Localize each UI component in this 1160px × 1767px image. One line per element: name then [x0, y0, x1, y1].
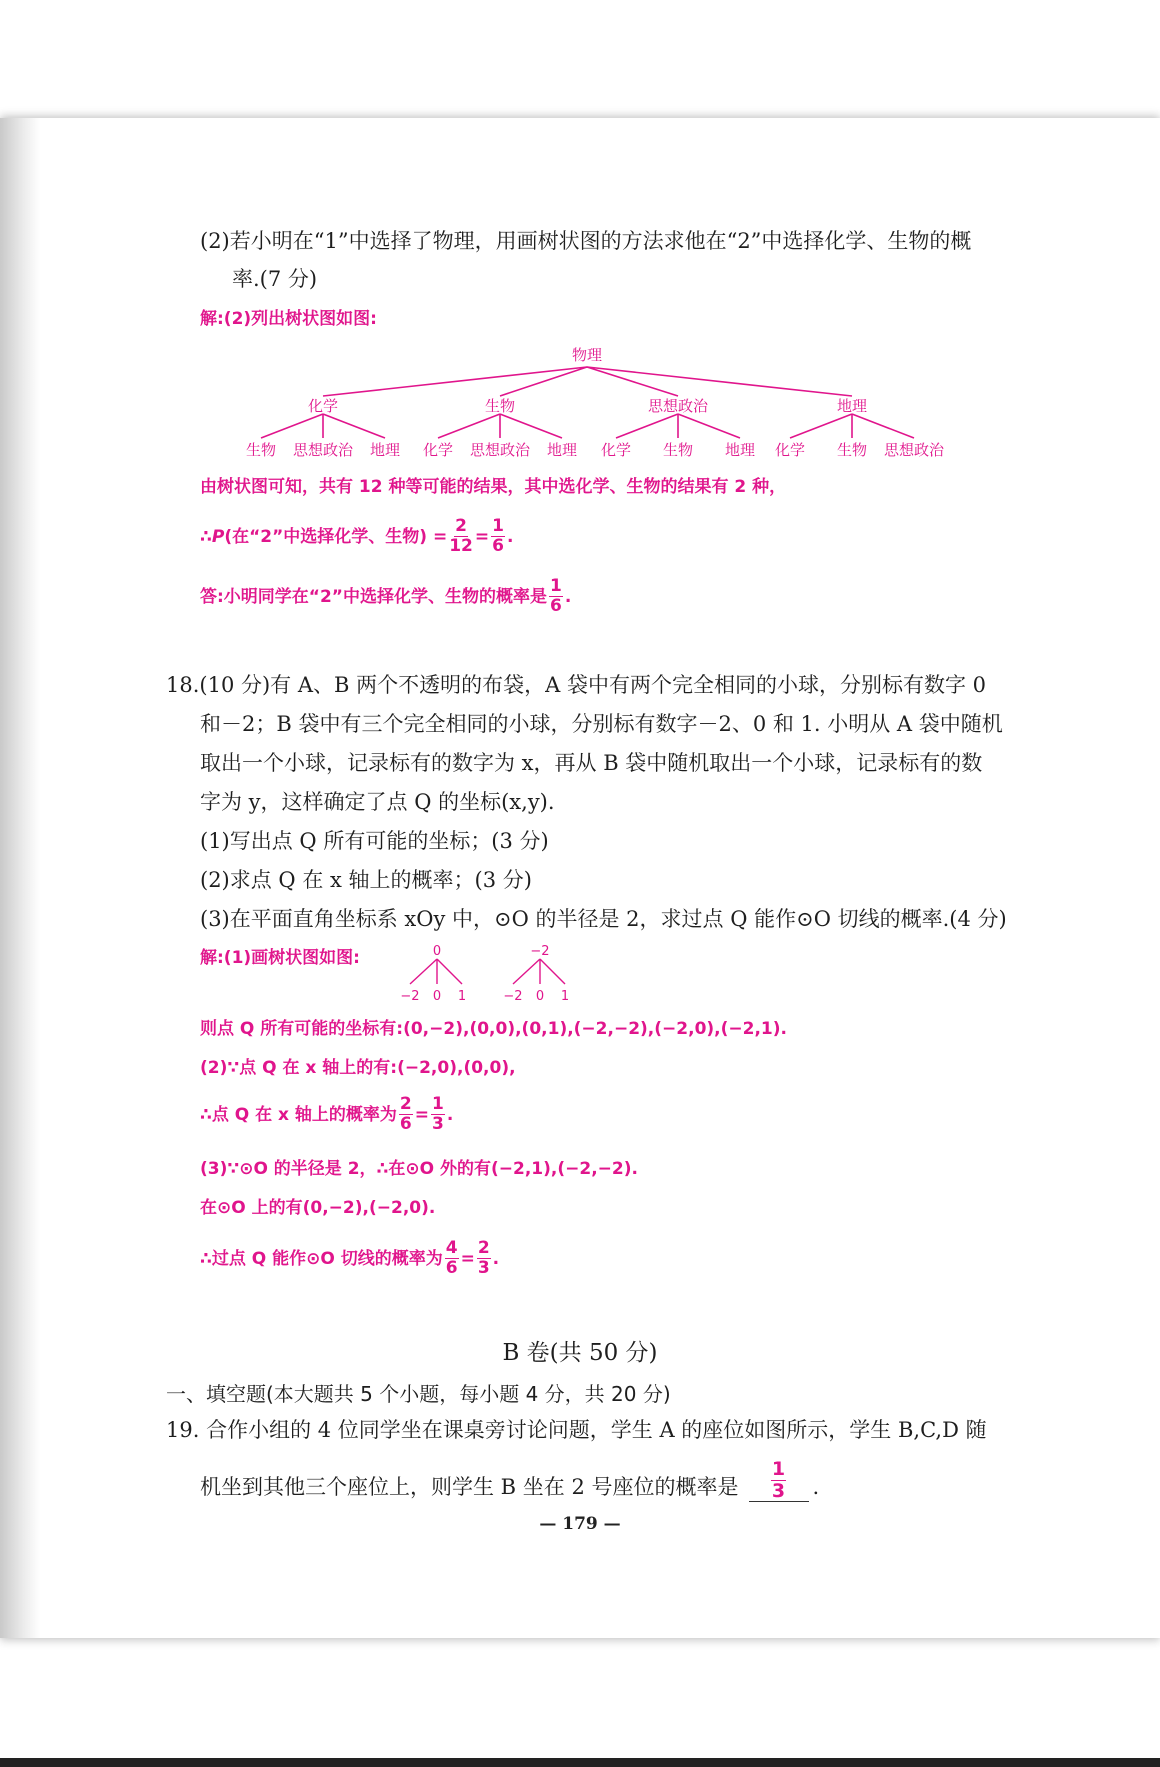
- fill-blank-heading: 一、填空题(本大题共 5 个小题，每小题 4 分，共 20 分): [166, 1382, 671, 1406]
- q17-part2-line2: 率.(7 分): [232, 267, 318, 291]
- probability-tree-17: [230, 340, 970, 465]
- tree-level1-label: 思想政治: [647, 397, 709, 415]
- fraction-4-6: $\frac{4}{6}$: [445, 1238, 458, 1278]
- tree-leaf-label: 地理: [546, 441, 578, 459]
- answer-blank: $\frac{1}{3}$: [749, 1460, 809, 1502]
- tree-leaf-label: −2: [503, 989, 523, 1004]
- q18-sub3: (3)在平面直角坐标系 xOy 中，⊙O 的半径是 2，求过点 Q 能作⊙O 切线的概率.(4 分): [200, 907, 1007, 931]
- q18-line4: 字为 y，这样确定了点 Q 的坐标(x,y).: [200, 790, 555, 814]
- tree-leaf-label: 生物: [836, 441, 868, 459]
- tree-level1-label: 化学: [307, 397, 339, 415]
- answer18-part3b: 在⊙O 上的有(0,−2),(−2,0).: [200, 1198, 436, 1218]
- bottom-bar: [0, 1758, 1160, 1767]
- tree-level1-label: 地理: [836, 397, 868, 415]
- q17-part2-line1: (2)若小明在“1”中选择了物理，用画树状图的方法求他在“2”中选择化学、生物的概: [200, 229, 972, 253]
- answer17-line1: 由树状图可知，共有 12 种等可能的结果，其中选化学、生物的结果有 2 种，: [200, 477, 787, 497]
- tree-leaf-label: 思想政治: [292, 441, 354, 459]
- q18-line3: 取出一个小球，记录标有的数字为 x，再从 B 袋中随机取出一个小球，记录标有的数: [200, 751, 983, 775]
- probability-tree-18: [390, 940, 580, 1004]
- tree-leaf-label: 0: [432, 989, 442, 1004]
- fraction-1-3: $\frac{1}{3}$: [432, 1094, 444, 1134]
- fraction-1-6: $\frac{1}{6}$: [492, 516, 504, 556]
- tree-leaf-label: 1: [457, 989, 467, 1004]
- q18-sub1: (1)写出点 Q 所有可能的坐标；(3 分): [200, 829, 549, 853]
- tree-leaf-label: 地理: [724, 441, 756, 459]
- page-number: — 179 —: [539, 1514, 621, 1534]
- answer18-coords: 则点 Q 所有可能的坐标有:(0,−2),(0,0),(0,1),(−2,−2),(−2,0),(−2,1).: [200, 1019, 787, 1039]
- tree-leaf-label: −2: [400, 989, 420, 1004]
- tree-root-label: −2: [530, 944, 550, 959]
- tree-root-label: 物理: [571, 346, 603, 364]
- tree-leaf-label: 1: [560, 989, 570, 1004]
- tree-leaf-label: 思想政治: [883, 441, 945, 459]
- tree-leaf-label: 0: [535, 989, 545, 1004]
- answer18-part3a: (3)∵⊙O 的半径是 2，∴在⊙O 外的有(−2,1),(−2,−2).: [200, 1159, 638, 1179]
- p-event: (在“2”中选择化学、生物) =: [224, 526, 448, 547]
- tree-leaf-label: 地理: [369, 441, 401, 459]
- answer17-probability: ∴ P (在“2”中选择化学、生物) = $\frac{2}{12}$ = $\frac{1}{6}$ .: [200, 516, 514, 556]
- q18-sub2: (2)求点 Q 在 x 轴上的概率；(3 分): [200, 868, 532, 892]
- fraction-2-6: $\frac{2}{6}$: [399, 1094, 412, 1134]
- p-letter: P: [211, 526, 225, 547]
- fraction-2-3: $\frac{2}{3}$: [477, 1238, 490, 1278]
- fraction-2-12: $\frac{2}{12}$: [449, 516, 473, 556]
- therefore-symbol: ∴: [200, 526, 212, 547]
- tree-leaf-label: 生物: [662, 441, 694, 459]
- q18-line1: 18.(10 分)有 A、B 两个不透明的布袋，A 袋中有两个完全相同的小球，分别标有数字 0: [166, 673, 987, 697]
- tree-level1-label: 生物: [484, 397, 516, 415]
- tree-leaf-label: 化学: [600, 441, 632, 459]
- book-spine-shadow: [0, 118, 40, 1638]
- tree-leaf-label: 生物: [245, 441, 277, 459]
- tree-leaf-label: 化学: [774, 441, 806, 459]
- tree-root-label: 0: [432, 944, 442, 959]
- fraction-answer: $\frac{1}{6}$: [549, 576, 562, 616]
- q19-line2: 机坐到其他三个座位上，则学生 B 坐在 2 号座位的概率是 $\frac{1}{3}$ .: [200, 1458, 820, 1502]
- answer18-part2: (2)∵点 Q 在 x 轴上的有:(−2,0),(0,0),: [200, 1058, 516, 1078]
- answer17-intro: 解:(2)列出树状图如图:: [200, 309, 377, 329]
- q18-line2: 和－2；B 袋中有三个完全相同的小球，分别标有数字－2、0 和 1. 小明从 A 袋中随机: [200, 712, 1003, 736]
- answer18-part3-probability: ∴过点 Q 能作⊙O 切线的概率为 $\frac{4}{6}$ = $\frac{2}{3}$ .: [200, 1238, 500, 1278]
- q19-line1: 19. 合作小组的 4 位同学坐在课桌旁讨论问题，学生 A 的座位如图所示，学生 B,C,D 随: [166, 1418, 987, 1442]
- answer17-conclusion: 答:小明同学在“2”中选择化学、生物的概率是 $\frac{1}{6}$ .: [200, 576, 572, 616]
- answer18-part2-probability: ∴点 Q 在 x 轴上的概率为 $\frac{2}{6}$ = $\frac{1}{3}$ .: [200, 1094, 454, 1134]
- answer18-intro: 解:(1)画树状图如图:: [200, 948, 360, 968]
- section-b-title: B 卷(共 50 分): [502, 1340, 658, 1366]
- tree-leaf-label: 化学: [422, 441, 454, 459]
- tree-leaf-label: 思想政治: [469, 441, 531, 459]
